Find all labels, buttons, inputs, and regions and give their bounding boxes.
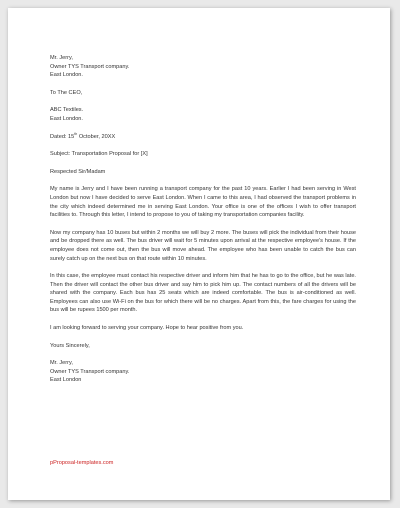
sender-address [50, 54, 356, 80]
signature-block [50, 359, 356, 385]
signature-title: Owner TYS Transport company. [50, 368, 130, 375]
letter-body [50, 54, 356, 394]
sender-name: Mr. Jerry, [50, 55, 73, 61]
paragraph-2: Now my company has 10 buses but within 2 months we will buy 2 more. The buses will pick the individual from their house and be dropped there as well. The bus driver will wait for 5 minutes upon arrival at the respective employee's house. If the employee does not come out, then the bus will move ahead. The employee who has been unable to catch the bus can surely catch up on the next bus on that route within 10 minutes. [50, 229, 356, 262]
sender-title: Owner TYS Transport company. [50, 63, 130, 70]
date-rest: October, 20XX [77, 133, 116, 140]
recipient-to-line: To The CEO, [50, 89, 83, 96]
paragraph-1: My name is Jerry and I have been running a transport company for the past 10 years. Earlier I had been serving in West London but now I have decided to serve East London. When I came to this area, I had observed the transport problems in the city which indeed determined me in serving East London. Your office is one of the offices I wish to offer transport facilities to. Through this letter, I intend to propose to you of taking my transportation companies facility. [50, 186, 356, 219]
letter-date [50, 133, 356, 142]
paragraph-3: In this case, the employee must contact his respective driver and inform him that he has to go to the office, but he was late. Then the driver will contact the other bus driver and say him to pick him up. The contact numbers of all the drivers will be shared with the company. Each bus has 25 seats which are indeed comfortable. The bus is air-conditioned as well. Employees can also use Wi-Fi on the bus for which there will be no charges. Apart from this, the fare charges for using the bus will be rupees 1500 per month. [50, 273, 356, 314]
closing: Yours Sincerely, [50, 342, 90, 349]
date-prefix: Dated: 15 [50, 133, 75, 140]
letter-page [8, 8, 390, 500]
signature-location: East London [50, 377, 82, 384]
recipient-to [50, 89, 356, 98]
recipient-address [50, 106, 356, 123]
sender-location: East London. [50, 72, 83, 79]
signature-name: Mr. Jerry, [50, 360, 73, 367]
footer-watermark: pProposal-templates.com [50, 460, 114, 466]
recipient-company: ABC Textiles. [50, 107, 84, 114]
salutation: Respected Sir/Madam [50, 168, 106, 175]
recipient-location: East London. [50, 115, 83, 122]
date-suffix: th [74, 131, 78, 136]
letter-subject: Subject: Transportation Proposal for [X] [50, 151, 148, 158]
paragraph-4: I am looking forward to serving your company. Hope to hear positive from you. [50, 325, 244, 332]
